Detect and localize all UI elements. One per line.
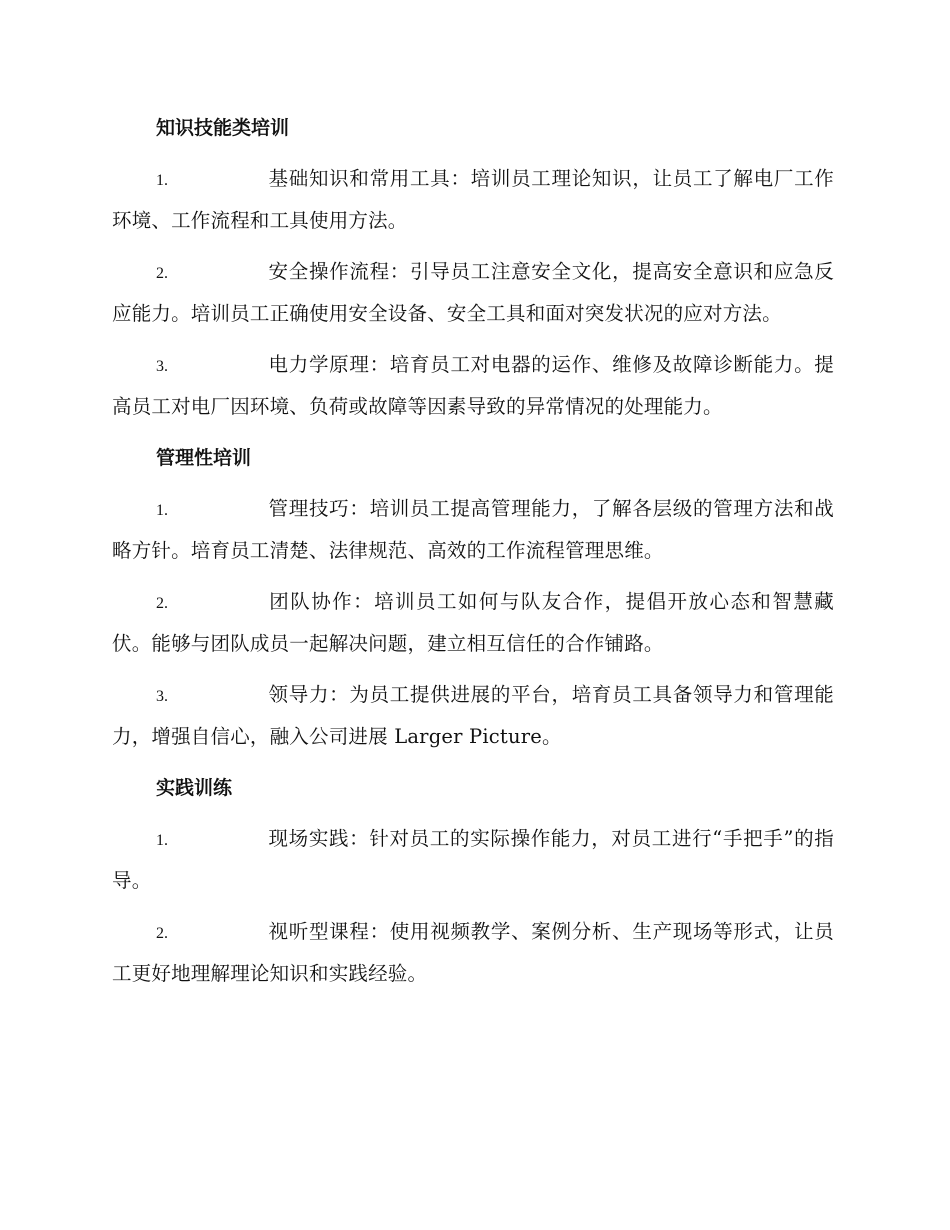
- list-item: [112, 819, 834, 901]
- item-number: 3.: [156, 358, 168, 375]
- document-page: [112, 108, 834, 1005]
- section-knowledge-skills: [112, 108, 834, 427]
- item-number: 1.: [156, 832, 168, 849]
- item-text: 基础知识和常用工具：培训员工理论知识，让员工了解电厂工作环境、工作流程和工具使用方法。: [112, 167, 834, 232]
- section-practice: [112, 768, 834, 994]
- section-heading: 知识技能类培训: [156, 117, 290, 139]
- item-number: 1.: [156, 172, 168, 189]
- item-text: 安全操作流程：引导员工注意安全文化，提高安全意识和应急反应能力。培训员工正确使用安全设备、安全工具和面对突发状况的应对方法。: [112, 260, 834, 325]
- list-item: [112, 489, 834, 571]
- item-text: 管理技巧：培训员工提高管理能力，了解各层级的管理方法和战略方针。培育员工清楚、法律规范、高效的工作流程管理思维。: [112, 497, 834, 562]
- item-number: 2.: [156, 595, 168, 612]
- item-number: 1.: [156, 502, 168, 519]
- item-text: 团队协作：培训员工如何与队友合作，提倡开放心态和智慧藏伏。能够与团队成员一起解决问题，建立相互信任的合作铺路。: [112, 590, 834, 655]
- list-item: [112, 582, 834, 664]
- item-text: 领导力：为员工提供进展的平台，培育员工具备领导力和管理能力，增强自信心，融入公司进展 Larger Picture。: [112, 683, 834, 748]
- item-text: 视听型课程：使用视频教学、案例分析、生产现场等形式，让员工更好地理解理论知识和实践经验。: [112, 920, 834, 985]
- section-heading: 管理性培训: [156, 447, 252, 469]
- item-number: 2.: [156, 265, 168, 282]
- item-text: 现场实践：针对员工的实际操作能力，对员工进行“手把手”的指导。: [112, 827, 834, 892]
- section-management: [112, 438, 834, 757]
- item-text: 电力学原理：培育员工对电器的运作、维修及故障诊断能力。提高员工对电厂因环境、负荷或故障等因素导致的异常情况的处理能力。: [112, 353, 834, 418]
- item-number: 3.: [156, 688, 168, 705]
- list-item: [112, 675, 834, 757]
- item-number: 2.: [156, 925, 168, 942]
- list-item: [112, 912, 834, 994]
- list-item: [112, 159, 834, 241]
- section-heading: 实践训练: [156, 777, 233, 799]
- list-item: [112, 252, 834, 334]
- list-item: [112, 345, 834, 427]
